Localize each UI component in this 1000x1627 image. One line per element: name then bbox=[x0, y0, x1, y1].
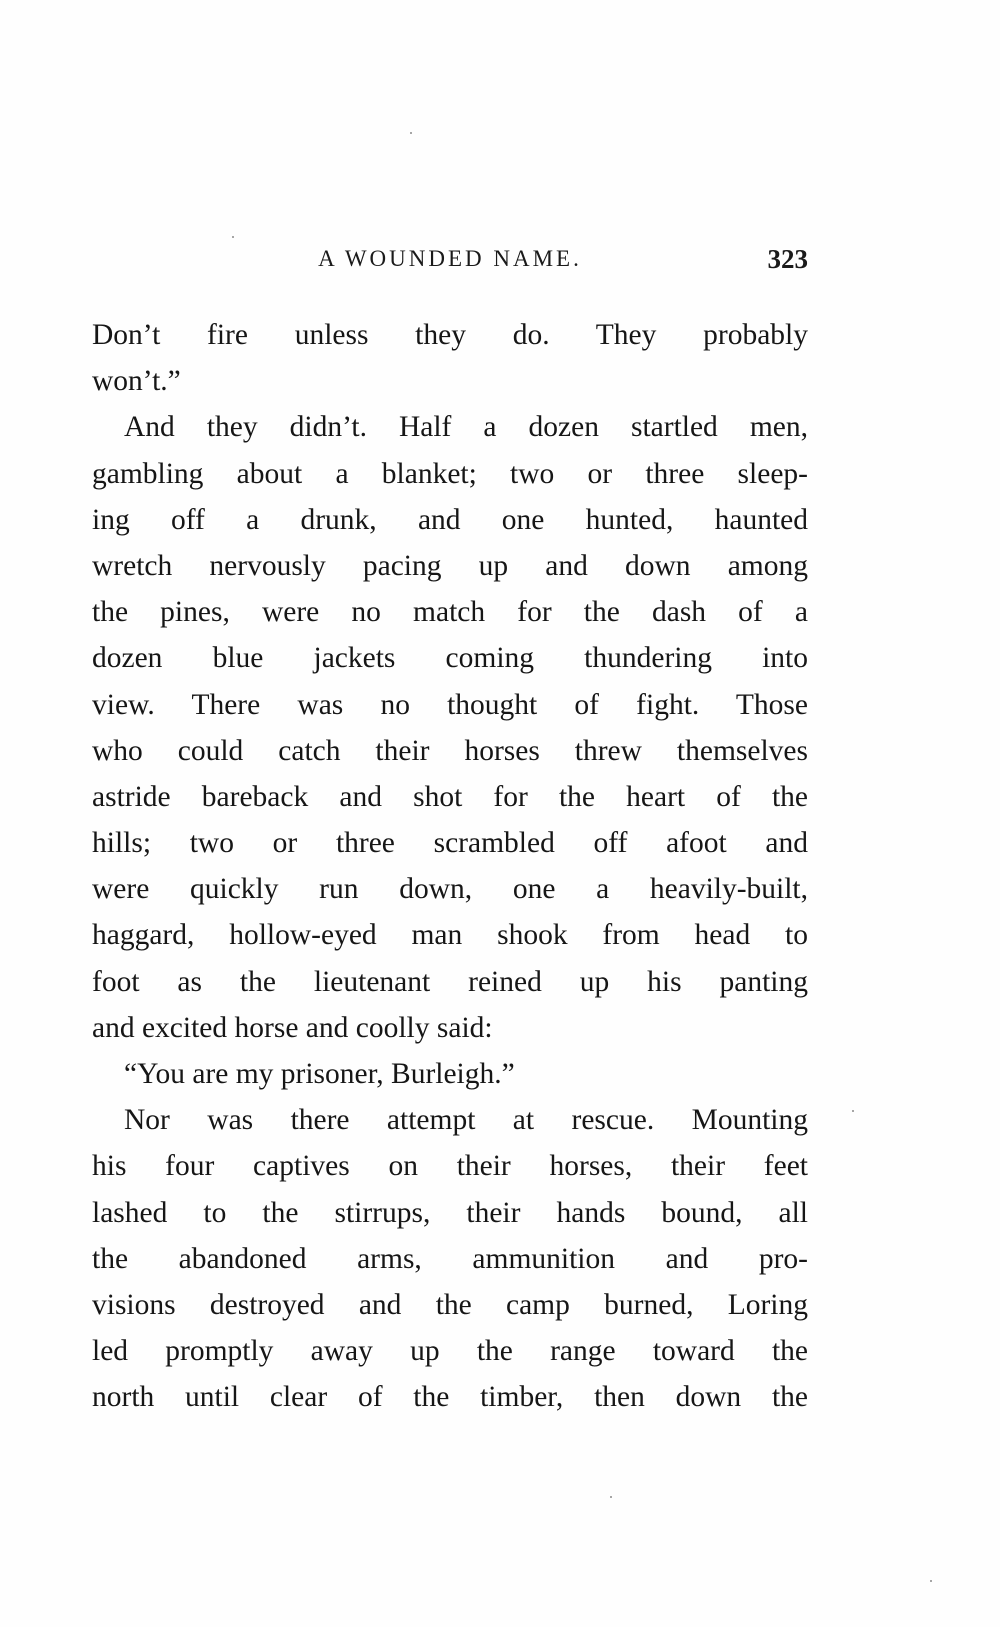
text-line: view. There was no thought of fight. Those bbox=[92, 688, 808, 721]
text-line: dozen blue jackets coming thundering into bbox=[92, 642, 808, 675]
text-line: haggard, hollow-eyed man shook from head to bbox=[92, 919, 808, 952]
text-line: visions destroyed and the camp burned, Loring bbox=[92, 1288, 808, 1321]
running-head bbox=[92, 246, 808, 286]
text-line: astride bareback and shot for the heart of the bbox=[92, 780, 808, 813]
text-line: Don’t fire unless they do. They probably bbox=[92, 319, 808, 351]
body-text bbox=[92, 312, 808, 1421]
text-line: wretch nervously pacing up and down among bbox=[92, 549, 808, 582]
text-line: foot as the lieutenant reined up his panting bbox=[92, 965, 808, 998]
text-line: And they didn’t. Half a dozen startled men, bbox=[124, 411, 808, 444]
text-line: gambling about a blanket; two or three sleep- bbox=[92, 457, 808, 490]
text-line: lashed to the stirrups, their hands bound, all bbox=[92, 1196, 808, 1229]
scan-speck bbox=[930, 1580, 932, 1582]
page-number: 323 bbox=[767, 244, 808, 274]
text-line: the pines, were no match for the dash of a bbox=[92, 596, 808, 629]
text-line: “You are my prisoner, Burleigh.” bbox=[124, 1058, 515, 1090]
text-line: Nor was there attempt at rescue. Mounting bbox=[124, 1104, 808, 1137]
text-line: who could catch their horses threw themselves bbox=[92, 734, 808, 767]
text-line: won’t.” bbox=[92, 365, 181, 398]
text-line: led promptly away up the range toward the bbox=[92, 1335, 808, 1368]
text-line: ing off a drunk, and one hunted, haunted bbox=[92, 503, 808, 536]
scan-speck bbox=[232, 236, 234, 238]
text-line: and excited horse and coolly said: bbox=[92, 1011, 493, 1044]
scan-speck bbox=[410, 132, 412, 134]
scan-speck bbox=[610, 1496, 612, 1498]
text-line: his four captives on their horses, their feet bbox=[92, 1150, 808, 1183]
running-title: A WOUNDED NAME. bbox=[318, 246, 582, 271]
text-line: hills; two or three scrambled off afoot and bbox=[92, 827, 808, 860]
text-line: north until clear of the timber, then down the bbox=[92, 1381, 808, 1414]
text-line: the abandoned arms, ammunition and pro- bbox=[92, 1242, 808, 1275]
text-line: were quickly run down, one a heavily-built, bbox=[92, 873, 808, 906]
scan-speck bbox=[852, 1110, 854, 1112]
